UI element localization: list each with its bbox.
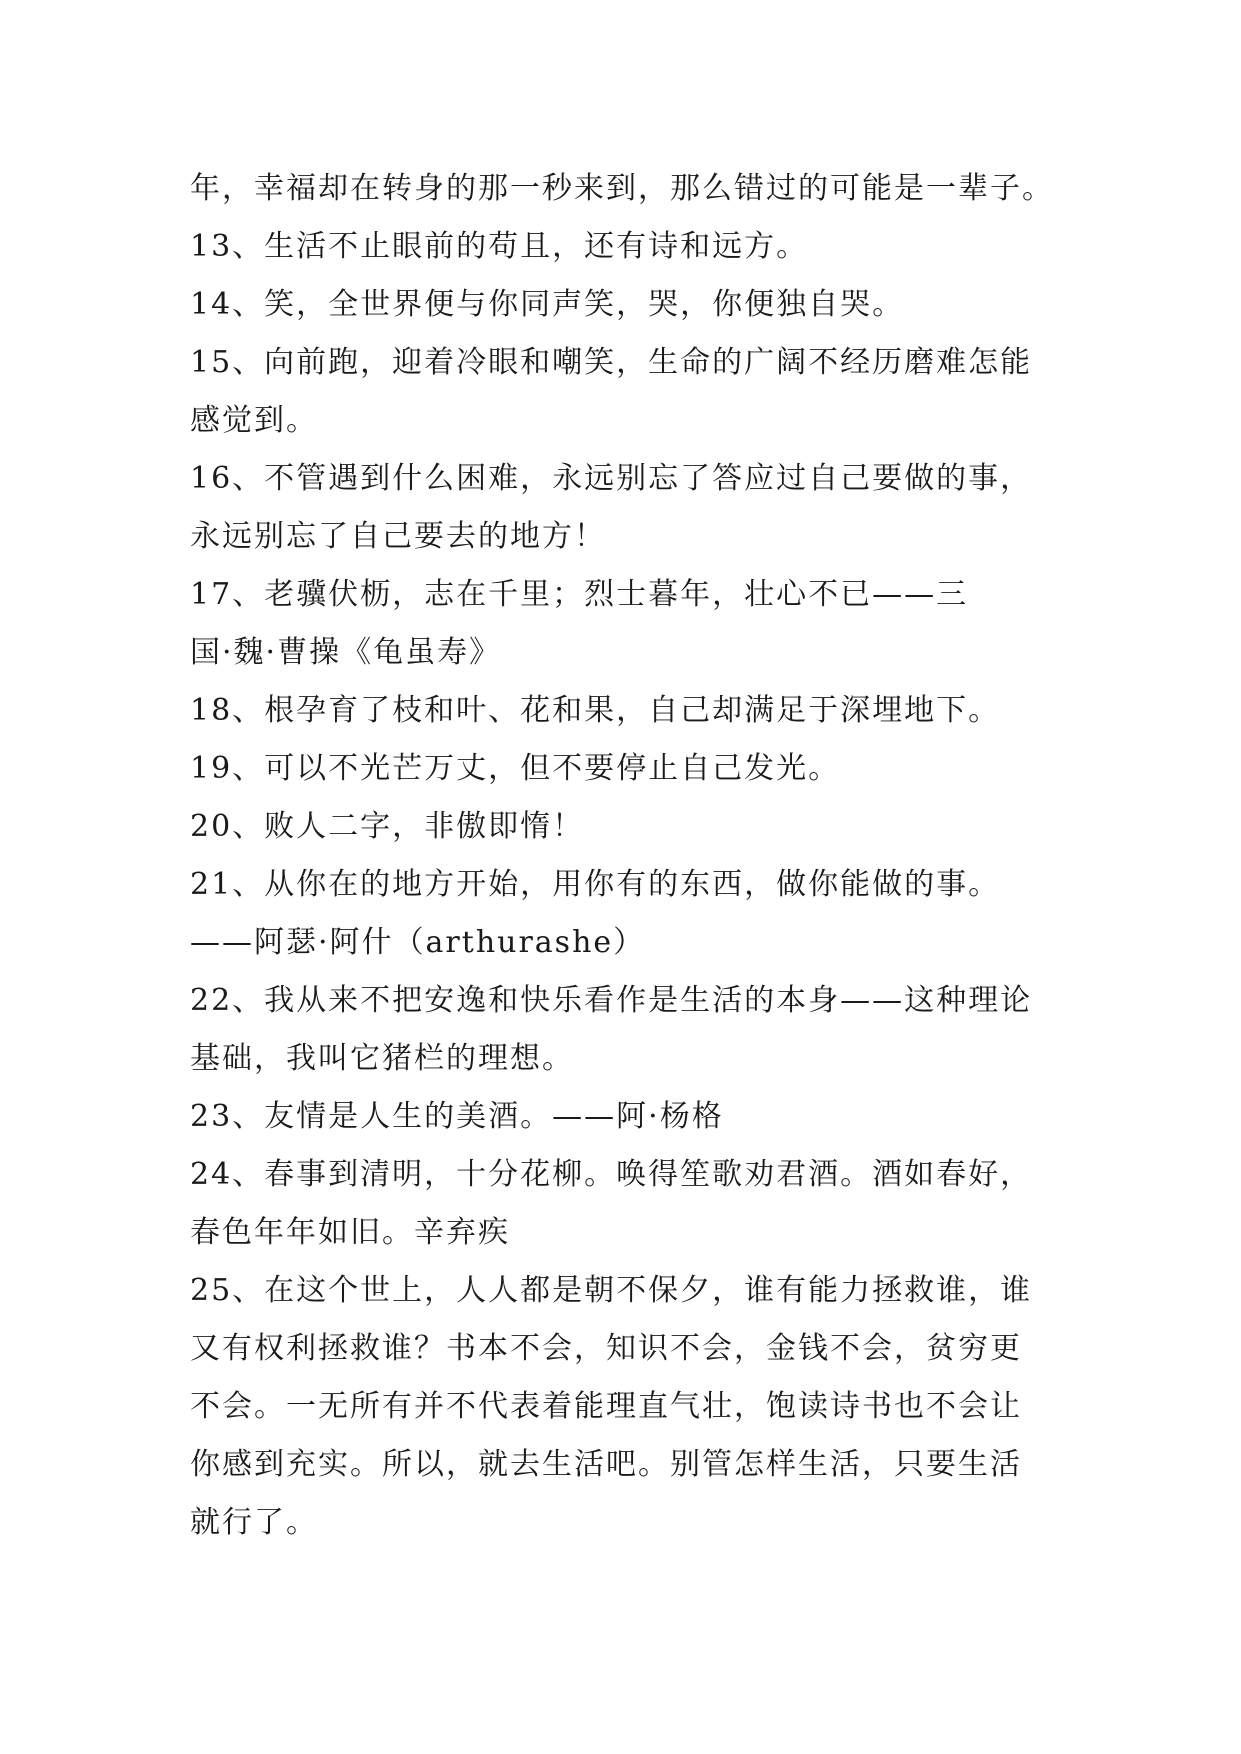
text-line: ——阿瑟·阿什（arthurashe）	[190, 925, 646, 960]
text-line: 22、我从来不把安逸和快乐看作是生活的本身——这种理论	[190, 983, 1033, 1018]
text-line: 19、可以不光芒万丈，但不要停止自己发光。	[190, 751, 841, 786]
text-line: 21、从你在的地方开始，用你有的东西，做你能做的事。	[190, 867, 1001, 902]
text-line: 就行了。	[190, 1505, 318, 1540]
text-line: 25、在这个世上，人人都是朝不保夕，谁有能力拯救谁，谁	[190, 1273, 1033, 1308]
text-line: 感觉到。	[190, 403, 318, 438]
text-line: 15、向前跑，迎着冷眼和嘲笑，生命的广阔不经历磨难怎能	[190, 345, 1033, 380]
text-line: 23、友情是人生的美酒。——阿·杨格	[190, 1099, 724, 1134]
text-line: 国·魏·曹操《龟虽寿》	[190, 635, 502, 670]
text-line: 17、老骥伏枥，志在千里；烈士暮年，壮心不已——三	[190, 577, 969, 612]
text-line: 又有权利拯救谁？书本不会，知识不会，金钱不会，贫穷更	[190, 1331, 1022, 1366]
text-line: 20、败人二字，非傲即惰！	[190, 809, 585, 844]
text-line: 基础，我叫它猪栏的理想。	[190, 1041, 574, 1076]
text-line: 不会。一无所有并不代表着能理直气壮，饱读诗书也不会让	[190, 1389, 1022, 1424]
text-line: 13、生活不止眼前的苟且，还有诗和远方。	[190, 229, 809, 264]
text-line: 24、春事到清明，十分花柳。唤得笙歌劝君酒。酒如春好，	[190, 1157, 1033, 1192]
text-line: 年，幸福却在转身的那一秒来到，那么错过的可能是一辈子。	[190, 171, 1054, 206]
text-line: 16、不管遇到什么困难，永远别忘了答应过自己要做的事，	[190, 461, 1033, 496]
text-line: 18、根孕育了枝和叶、花和果，自己却满足于深埋地下。	[190, 693, 1001, 728]
document-body	[190, 160, 1070, 1552]
text-line: 永远别忘了自己要去的地方！	[190, 519, 606, 554]
text-line: 你感到充实。所以，就去生活吧。别管怎样生活，只要生活	[190, 1447, 1022, 1482]
text-line: 春色年年如旧。辛弃疾	[190, 1215, 510, 1250]
text-line: 14、笑，全世界便与你同声笑，哭，你便独自哭。	[190, 287, 905, 322]
